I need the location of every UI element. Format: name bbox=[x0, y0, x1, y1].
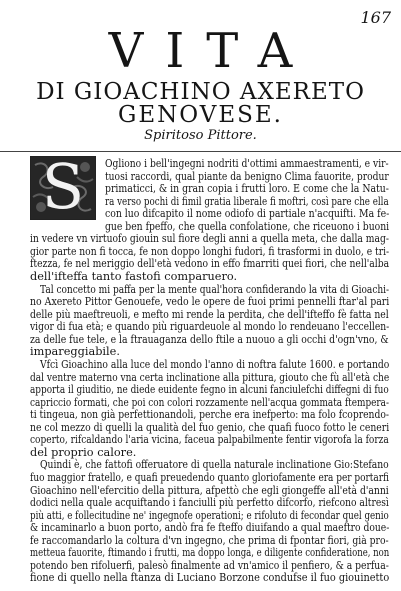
page-number: 167 bbox=[360, 8, 391, 27]
title: VITA bbox=[108, 23, 315, 79]
text-line: ra verso pochi di fimil gratia liberale fi moftri, così pare che ella bbox=[105, 194, 389, 208]
divider bbox=[0, 151, 401, 152]
subtitle: DI GIOACHINO AXERETO bbox=[36, 79, 365, 105]
text-line: ne col mezzo di quelli la qualità del fuo genio, che quafi fuoco fotto le ceneri bbox=[30, 420, 390, 434]
text-line: fuo maggior fratello, e quafi preuedendo quanto gloriofamente era per portarfi bbox=[30, 470, 389, 484]
text-line: za delle fue tele, e la ftrauaganza dello ftile a nuouo a gli occhi d'ogn'vno, & bbox=[30, 332, 389, 346]
text-line: apporta il giuditio, ne diede euidente fegno in alcuni fanciulefchi diffegni di fuo bbox=[30, 383, 389, 397]
text-line: & incaminarlo a buon porto, andò fra fe fteffo diuifando a qual maeftro doue- bbox=[30, 521, 390, 535]
subtitle-second-line: GENOVESE. bbox=[118, 102, 283, 128]
text-line: Ogliono i bell'ingegni nodriti d'ottimi ammaestramenti, e vir- bbox=[105, 157, 389, 170]
text-line: tuosi raccordi, qual piante da benigno Clima fauorite, produr bbox=[105, 169, 389, 183]
epithet: Spiritoso Pittore. bbox=[144, 128, 257, 143]
decorated-initial bbox=[30, 156, 96, 220]
text-line: Gioachino nell'efercitio della pittura, afpettò che egli giongeffe all'età d'anni bbox=[30, 483, 389, 497]
text-line: coperto, rifcaldando l'aria vicina, faceua palpabilmente fentir vigorofa la forza bbox=[30, 433, 389, 447]
text-line: Quindi è, che fattofi offeruatore di quella naturale inclinatione Gio:Stefano bbox=[40, 458, 389, 472]
text-line: no Axereto Pittor Genouefe, vedo le opere de fuoi primi pennelli ftar'al pari bbox=[30, 295, 390, 309]
text-line: capriccio formati, che poi con colori rozzamente nell'acqua gommata ftempera- bbox=[30, 395, 389, 409]
text-line: metteua fauorite, ftimando i frutti, ma doppo longa, e diligente confideratione, non bbox=[30, 546, 390, 560]
text-line: ti tingeua, non già perfettionandoli, perche era inefperto: ma folo fcoprendo- bbox=[30, 408, 390, 422]
text-line: ftezza, fe nel meriggio dell'età vedono in effo fmarriti quei fiori, che nell'alba bbox=[30, 257, 390, 271]
text-line: dell'ifteffa tanto fastofi comparuero. bbox=[30, 270, 238, 284]
text-line: vigor di fua età; e quando più riguardeuole al mondo lo rendeuano l'eccellen- bbox=[30, 320, 390, 334]
text-line: gior parte non fi tocca, fe non doppo longhi fudori, fi trasformi in duolo, e tri- bbox=[30, 244, 390, 258]
text-line: del proprio calore. bbox=[30, 445, 137, 459]
text-line: Vfcì Gioachino alla luce del mondo l'anno di noftra falute 1600. e portando bbox=[40, 357, 390, 371]
text-line: primaticci, & in gran copia i frutti loro. E come che la Natu- bbox=[105, 182, 389, 196]
text-line: gue ben fpeffo, che quella confolatione, che riceuono i buoni bbox=[105, 219, 390, 233]
text-line: più atti, e follecitudine ne' ingegnofe operationi; e rifoluto di fecondar quel genio bbox=[30, 508, 389, 522]
text-line: fe raccomandarlo la coltura d'vn ingegno, che prima di fpontar fiori, già pro- bbox=[30, 533, 389, 547]
text-line: impareggiabile. bbox=[30, 345, 120, 359]
text-line: in vedere vn virtuofo giouin sul fiore degli anni a quella meta, che dalla mag- bbox=[30, 232, 389, 246]
text-line: dodici nella quale acquiftando i fanciulli più perfetto difcorfo, riefcono altresì bbox=[30, 496, 389, 510]
text-line: delle più maeftreuoli, e mefto mi rende la perdita, che dell'ifteffo fè fatta nel bbox=[30, 307, 389, 321]
drop-cap-letter: S bbox=[41, 156, 85, 220]
text-line: con luo difcapito il nome odiofo di partiale n'acquifti. Ma fe- bbox=[105, 207, 390, 221]
text-line: fione di quello nella ftanza di Luciano Borzone condufse il fuo giouinetto bbox=[30, 571, 390, 585]
text-line: potendo ben rifoluerfi, palesò finalmente ad vn'amico il penfiero, & a perfua- bbox=[30, 558, 389, 572]
text-line: Tal concetto mi paffa per la mente qual'hora confiderando la vita di Gioachi- bbox=[40, 282, 390, 296]
text-line: dal ventre materno vna certa inclinatione alla pittura, giouto che fù all'età che bbox=[30, 370, 390, 384]
